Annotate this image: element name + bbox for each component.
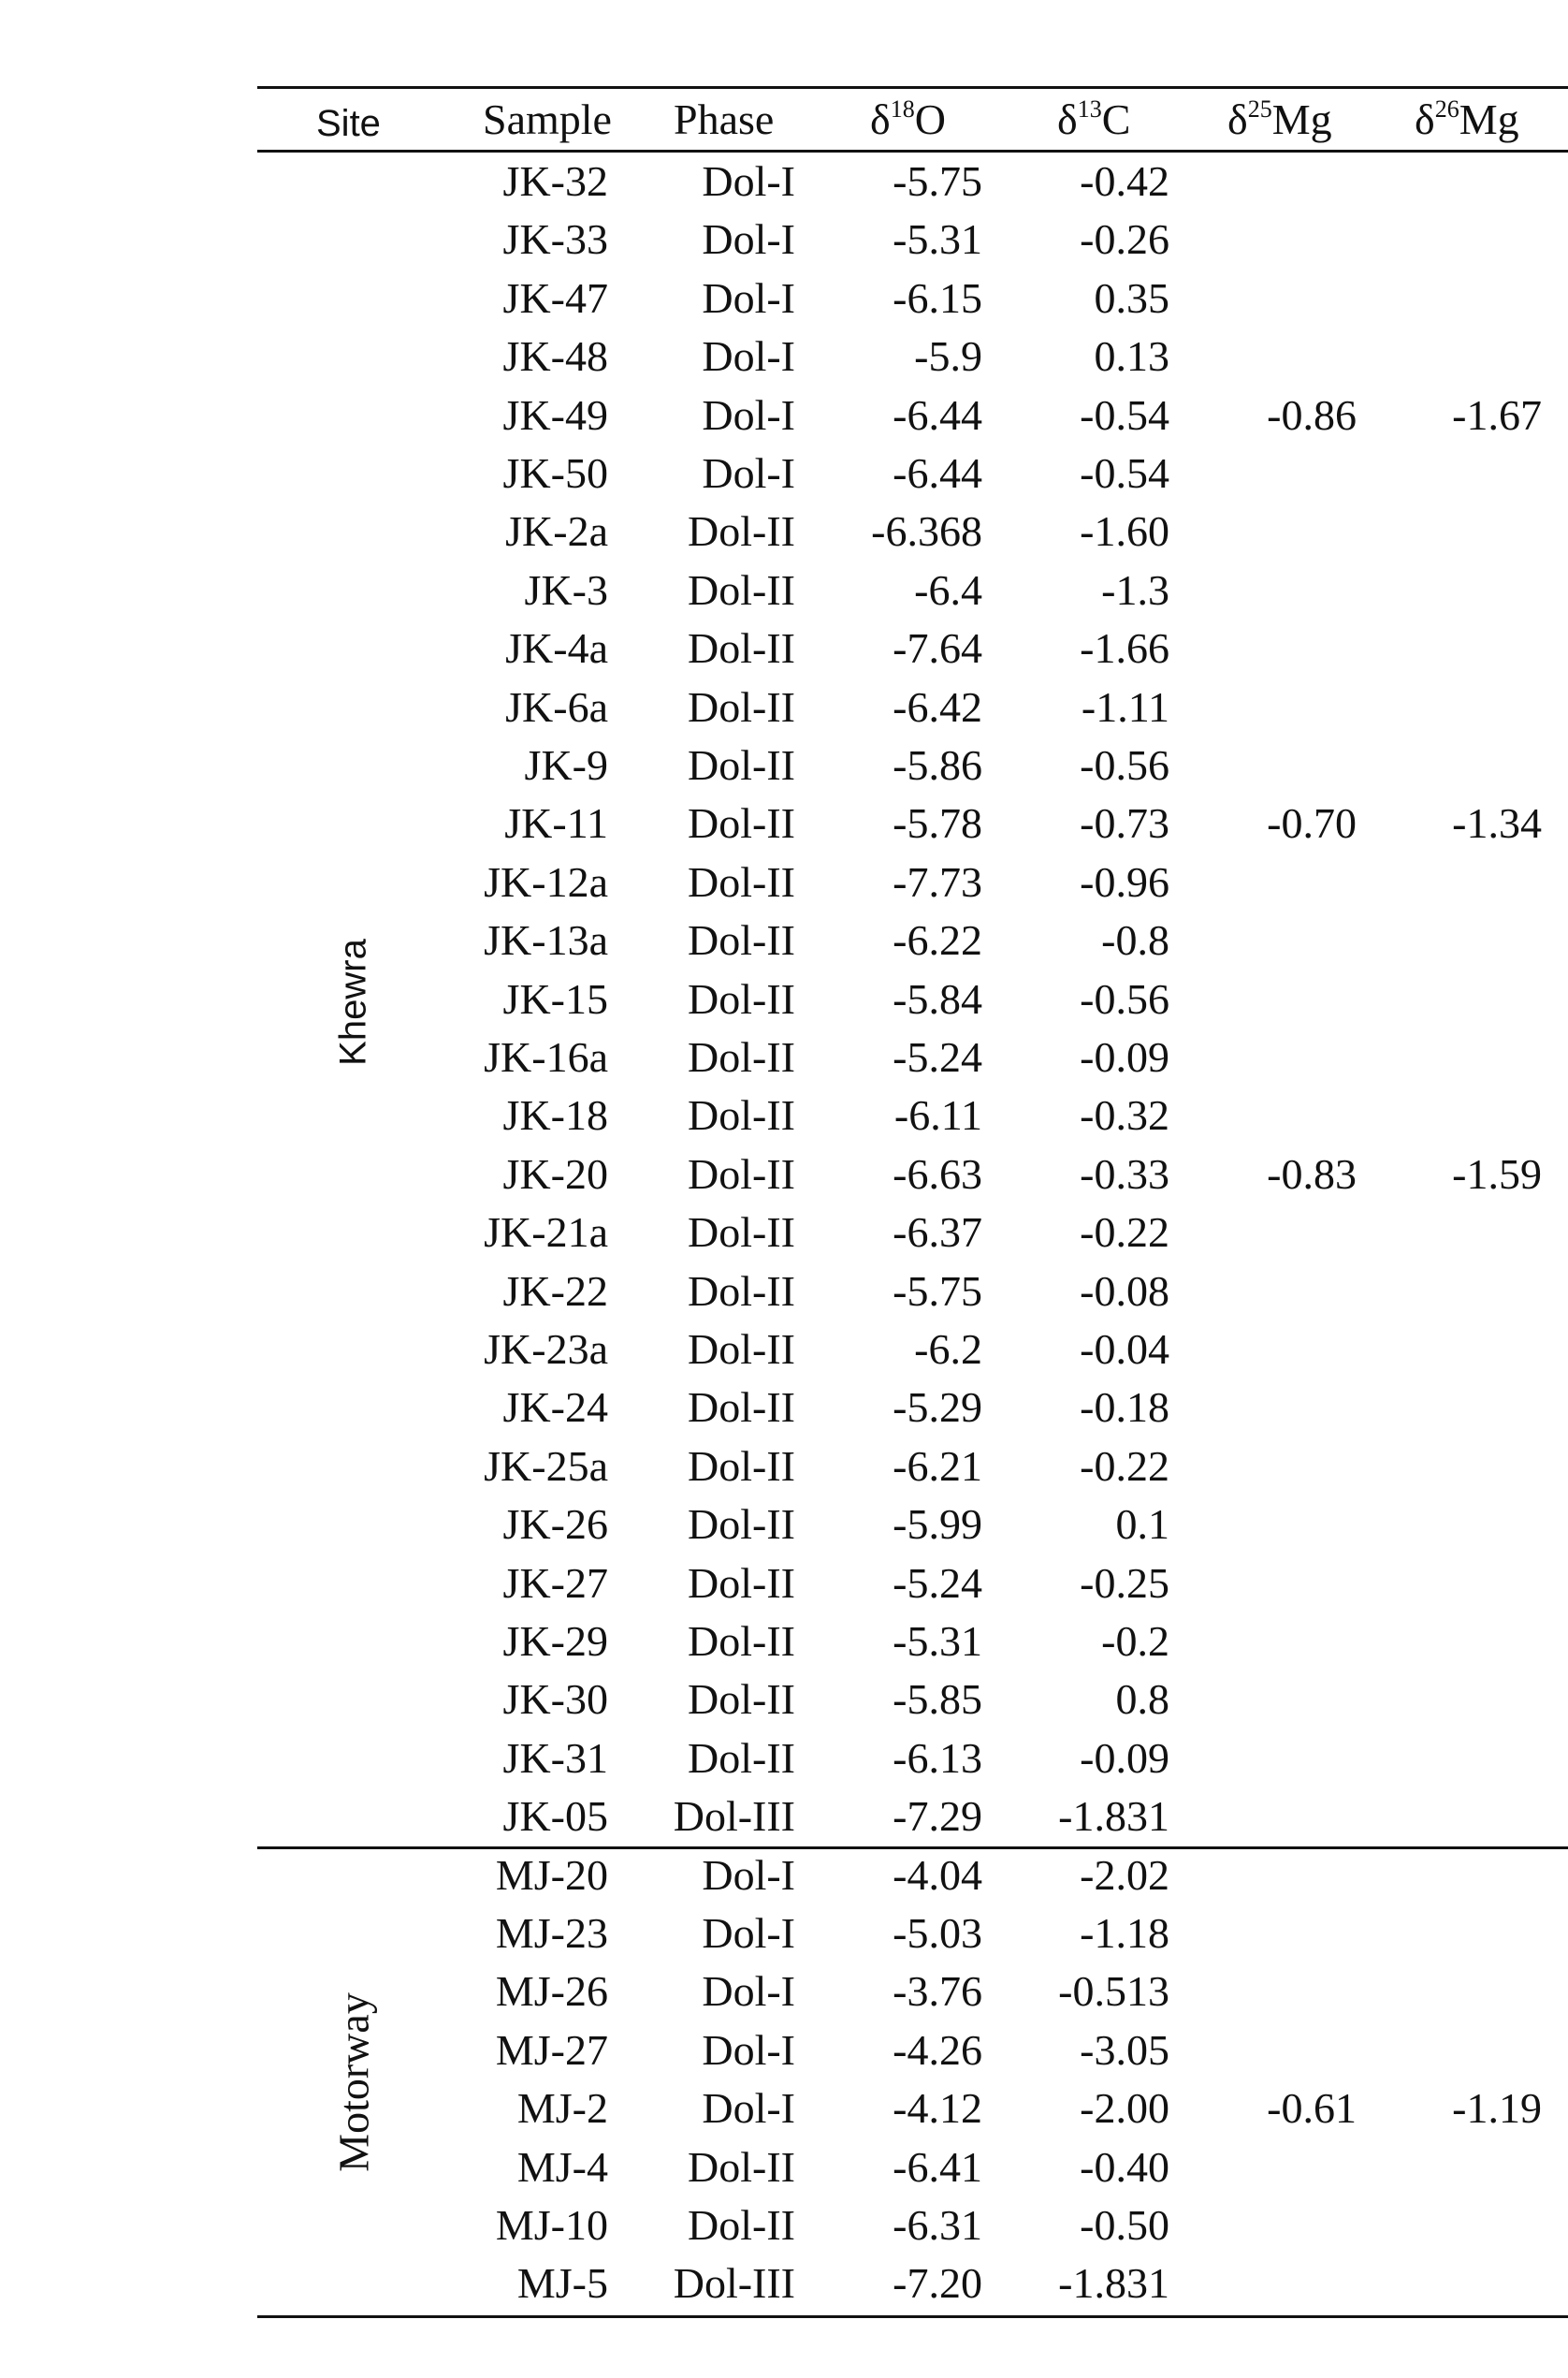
cell-sample: JK-12a: [484, 857, 608, 906]
cell-phase: Dol-II: [688, 2142, 795, 2191]
cell-d13c: 0.8: [1115, 1675, 1169, 1724]
cell-sample: JK-48: [502, 332, 608, 381]
cell-d13c: -0.50: [1080, 2201, 1169, 2249]
cell-d26mg: -1.34: [1452, 799, 1542, 848]
cell-d13c: 0.35: [1094, 273, 1169, 322]
cell-d18o: -5.78: [893, 799, 982, 848]
cell-d13c: -0.96: [1080, 857, 1169, 906]
cell-d13c: -0.22: [1080, 1208, 1169, 1257]
cell-d25mg: -0.61: [1267, 2084, 1357, 2133]
header-d13c: [1057, 94, 1130, 146]
cell-d13c: -1.831: [1058, 2259, 1169, 2308]
cell-d18o: -6.42: [893, 682, 982, 731]
cell-sample: JK-3: [524, 565, 608, 614]
cell-phase: Dol-I: [702, 1850, 795, 1899]
cell-d18o: -5.24: [893, 1558, 982, 1607]
cell-phase: Dol-I: [702, 215, 795, 264]
cell-d18o: -5.86: [893, 741, 982, 789]
cell-d18o: -6.11: [893, 1091, 982, 1140]
header-sample: Sample: [483, 95, 612, 143]
cell-d13c: -1.66: [1080, 624, 1169, 673]
cell-sample: MJ-10: [495, 2201, 608, 2249]
header-d26mg: [1415, 94, 1519, 146]
cell-phase: Dol-II: [688, 1091, 795, 1140]
cell-d18o: -5.75: [893, 157, 982, 205]
cell-sample: JK-18: [502, 1091, 608, 1140]
cell-phase: Dol-I: [702, 332, 795, 381]
cell-d18o: -6.41: [893, 2142, 982, 2191]
cell-d13c: -0.40: [1080, 2142, 1169, 2191]
cell-sample: JK-25a: [484, 1441, 608, 1490]
cell-d18o: -5.29: [893, 1383, 982, 1432]
header-d18o: [870, 94, 946, 146]
header-d13c-element: C: [1101, 95, 1131, 143]
cell-phase: Dol-II: [688, 1033, 795, 1081]
cell-phase: Dol-II: [688, 1617, 795, 1665]
cell-sample: MJ-20: [495, 1850, 608, 1899]
cell-d13c: -0.18: [1080, 1383, 1169, 1432]
header-d25mg-element: Mg: [1271, 95, 1332, 143]
cell-d13c: -3.05: [1080, 2025, 1169, 2074]
cell-d13c: -1.11: [1081, 682, 1169, 731]
cell-phase: Dol-II: [688, 1208, 795, 1257]
cell-d18o: -5.9: [914, 332, 982, 381]
header-d26mg-isotope: 26: [1434, 95, 1459, 123]
cell-d13c: -0.8: [1101, 916, 1169, 965]
cell-d13c: -0.54: [1080, 449, 1169, 497]
cell-d18o: -6.15: [893, 273, 982, 322]
cell-phase: Dol-II: [688, 799, 795, 848]
cell-d18o: -4.04: [893, 1850, 982, 1899]
cell-sample: JK-33: [502, 215, 608, 264]
cell-d18o: -6.44: [893, 390, 982, 439]
cell-d18o: -5.99: [893, 1500, 982, 1549]
cell-phase: Dol-II: [688, 1441, 795, 1490]
cell-phase: Dol-II: [688, 1266, 795, 1315]
header-bottom-rule: [257, 150, 1568, 153]
cell-phase: Dol-I: [702, 157, 795, 205]
cell-d13c: -0.09: [1080, 1033, 1169, 1081]
cell-phase: Dol-II: [688, 1675, 795, 1724]
cell-d13c: -0.04: [1080, 1325, 1169, 1373]
cell-d18o: -5.24: [893, 1033, 982, 1081]
cell-phase: Dol-II: [688, 1733, 795, 1782]
cell-sample: JK-4a: [505, 624, 608, 673]
cell-phase: Dol-I: [702, 449, 795, 497]
cell-d13c: -0.09: [1080, 1733, 1169, 1782]
cell-phase: Dol-I: [702, 1909, 795, 1957]
cell-d18o: -6.368: [871, 507, 982, 556]
cell-sample: JK-9: [524, 741, 608, 789]
cell-d13c: -0.56: [1080, 741, 1169, 789]
cell-sample: MJ-27: [495, 2025, 608, 2074]
cell-d18o: -5.03: [893, 1909, 982, 1957]
cell-sample: JK-27: [502, 1558, 608, 1607]
cell-d13c: -0.32: [1080, 1091, 1169, 1140]
site-label-motorway: Motorway: [329, 1992, 378, 2173]
cell-sample: MJ-26: [495, 1967, 608, 2016]
cell-d25mg: -0.86: [1267, 390, 1357, 439]
cell-d18o: -4.12: [893, 2084, 982, 2133]
cell-sample: MJ-5: [516, 2259, 608, 2308]
cell-d18o: -6.4: [914, 565, 982, 614]
cell-sample: JK-20: [502, 1149, 608, 1198]
cell-d18o: -6.44: [893, 449, 982, 497]
cell-phase: Dol-I: [702, 2084, 795, 2133]
cell-d13c: -0.26: [1080, 215, 1169, 264]
cell-d18o: -5.84: [893, 974, 982, 1023]
cell-phase: Dol-II: [688, 1149, 795, 1198]
cell-d18o: -5.31: [893, 215, 982, 264]
cell-sample: JK-13a: [484, 916, 608, 965]
cell-phase: Dol-II: [688, 1558, 795, 1607]
header-d25mg-isotope: 25: [1247, 95, 1272, 123]
cell-d18o: -6.21: [893, 1441, 982, 1490]
cell-d13c: -0.33: [1080, 1149, 1169, 1198]
cell-sample: JK-05: [502, 1792, 608, 1841]
cell-d18o: -6.37: [893, 1208, 982, 1257]
cell-d18o: -6.31: [893, 2201, 982, 2249]
cell-sample: JK-31: [502, 1733, 608, 1782]
cell-sample: JK-47: [502, 273, 608, 322]
header-d25mg: [1227, 94, 1332, 146]
cell-sample: JK-23a: [484, 1325, 608, 1373]
cell-d18o: -7.29: [893, 1792, 982, 1841]
cell-phase: Dol-II: [688, 682, 795, 731]
cell-d13c: -2.02: [1080, 1850, 1169, 1899]
cell-d18o: -6.63: [893, 1149, 982, 1198]
table-bottom-rule: [257, 2315, 1568, 2318]
cell-phase: Dol-III: [673, 2259, 795, 2308]
table-top-rule: [257, 86, 1568, 89]
cell-sample: JK-50: [502, 449, 608, 497]
cell-d18o: -5.75: [893, 1266, 982, 1315]
cell-phase: Dol-II: [688, 741, 795, 789]
cell-d13c: -1.831: [1058, 1792, 1169, 1841]
cell-phase: Dol-III: [673, 1792, 795, 1841]
cell-d26mg: -1.59: [1452, 1149, 1542, 1198]
cell-sample: JK-29: [502, 1617, 608, 1665]
cell-d13c: -0.54: [1080, 390, 1169, 439]
cell-phase: Dol-II: [688, 857, 795, 906]
cell-d18o: -3.76: [893, 1967, 982, 2016]
header-d18o-delta: δ: [870, 95, 891, 143]
cell-d13c: -1.60: [1080, 507, 1169, 556]
cell-d25mg: -0.70: [1267, 799, 1357, 848]
cell-phase: Dol-I: [702, 390, 795, 439]
cell-phase: Dol-II: [688, 974, 795, 1023]
cell-d18o: -7.73: [893, 857, 982, 906]
cell-d13c: -2.00: [1080, 2084, 1169, 2133]
cell-d18o: -7.20: [893, 2259, 982, 2308]
cell-sample: JK-2a: [505, 507, 608, 556]
cell-sample: JK-15: [502, 974, 608, 1023]
cell-phase: Dol-II: [688, 624, 795, 673]
cell-d13c: -0.2: [1101, 1617, 1169, 1665]
cell-phase: Dol-I: [702, 273, 795, 322]
cell-sample: JK-22: [502, 1266, 608, 1315]
cell-sample: JK-16a: [484, 1033, 608, 1081]
header-d13c-delta: δ: [1057, 95, 1078, 143]
cell-sample: JK-21a: [484, 1208, 608, 1257]
cell-d13c: -0.25: [1080, 1558, 1169, 1607]
site-label-khewra: Khewra: [332, 938, 374, 1066]
header-d26mg-element: Mg: [1459, 95, 1519, 143]
cell-phase: Dol-I: [702, 1967, 795, 2016]
cell-sample: MJ-4: [516, 2142, 608, 2191]
header-d18o-isotope: 18: [890, 95, 915, 123]
cell-sample: JK-11: [504, 799, 608, 848]
header-d13c-isotope: 13: [1077, 95, 1102, 123]
cell-d18o: -5.85: [893, 1675, 982, 1724]
cell-phase: Dol-II: [688, 1383, 795, 1432]
cell-d13c: 0.1: [1115, 1500, 1169, 1549]
cell-d13c: -0.73: [1080, 799, 1169, 848]
cell-phase: Dol-I: [702, 2025, 795, 2074]
cell-d13c: -0.42: [1080, 157, 1169, 205]
cell-d13c: -0.513: [1058, 1967, 1169, 2016]
cell-d13c: -0.08: [1080, 1266, 1169, 1315]
cell-phase: Dol-II: [688, 507, 795, 556]
cell-phase: Dol-II: [688, 565, 795, 614]
header-d25mg-delta: δ: [1227, 95, 1248, 143]
cell-d13c: -1.18: [1080, 1909, 1169, 1957]
cell-d18o: -6.2: [914, 1325, 982, 1373]
cell-d18o: -7.64: [893, 624, 982, 673]
cell-sample: JK-24: [502, 1383, 608, 1432]
cell-sample: JK-30: [502, 1675, 608, 1724]
cell-d13c: -0.22: [1080, 1441, 1169, 1490]
header-d26mg-delta: δ: [1415, 95, 1435, 143]
cell-d13c: 0.13: [1094, 332, 1169, 381]
cell-d13c: -0.56: [1080, 974, 1169, 1023]
cell-d26mg: -1.19: [1452, 2084, 1542, 2133]
header-site: Site: [316, 103, 381, 144]
cell-phase: Dol-II: [688, 916, 795, 965]
cell-sample: JK-32: [502, 157, 608, 205]
cell-d13c: -1.3: [1101, 565, 1169, 614]
cell-phase: Dol-II: [688, 1325, 795, 1373]
header-d18o-element: O: [914, 95, 946, 143]
cell-d25mg: -0.83: [1267, 1149, 1357, 1198]
cell-sample: MJ-2: [516, 2084, 608, 2133]
cell-sample: JK-49: [502, 390, 608, 439]
cell-phase: Dol-II: [688, 1500, 795, 1549]
cell-sample: JK-6a: [505, 682, 608, 731]
cell-sample: JK-26: [502, 1500, 608, 1549]
cell-d18o: -6.22: [893, 916, 982, 965]
cell-d18o: -5.31: [893, 1617, 982, 1665]
header-phase: Phase: [674, 95, 775, 143]
cell-d18o: -6.13: [893, 1733, 982, 1782]
cell-phase: Dol-II: [688, 2201, 795, 2249]
cell-d18o: -4.26: [893, 2025, 982, 2074]
cell-sample: MJ-23: [495, 1909, 608, 1957]
cell-d26mg: -1.67: [1452, 390, 1542, 439]
